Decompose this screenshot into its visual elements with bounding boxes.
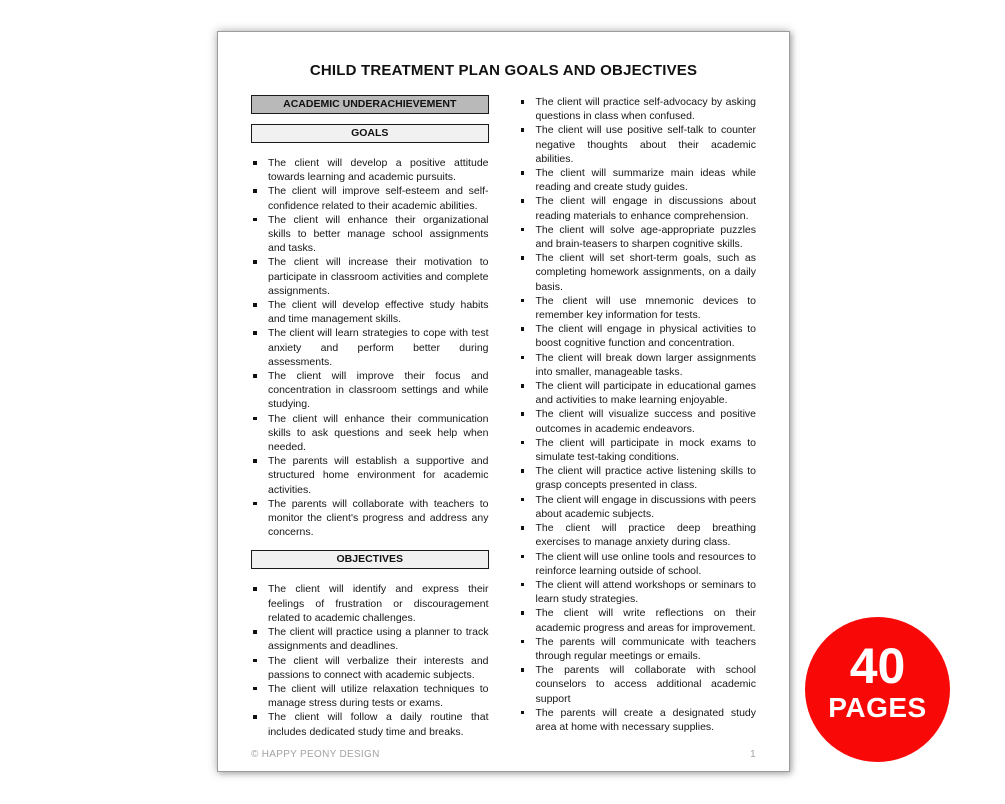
square-bullet-icon [521, 384, 525, 388]
list-item-text: The client will learn strategies to cope with test anxiety and perform better during assessments. [268, 327, 489, 368]
list-item-text: The client will follow a daily routine that includes dedicated study time and breaks. [268, 711, 489, 738]
list-item-text: The client will practice deep breathing exercises to manage anxiety during class. [535, 522, 756, 549]
list-item [519, 663, 757, 706]
square-bullet-icon [521, 526, 525, 530]
square-bullet-icon [521, 498, 525, 502]
list-item-text: The client will solve age-appropriate puzzles and brain-teasers to sharpen cognitive skills. [535, 223, 756, 251]
objectives-list-left [251, 582, 489, 738]
square-bullet-icon [521, 555, 525, 559]
footer-copyright: © HAPPY PEONY DESIGN [251, 749, 380, 760]
list-item [251, 454, 489, 497]
list-item [519, 578, 757, 606]
square-bullet-icon [253, 303, 257, 307]
list-item [519, 351, 757, 379]
list-item [251, 582, 489, 625]
square-bullet-icon [521, 299, 525, 303]
list-item [251, 710, 489, 738]
list-item-text: The client will write reflections on their academic progress and areas for improvement. [535, 607, 756, 634]
list-item [519, 550, 757, 578]
list-item-text: The client will engage in discussions about reading materials to enhance comprehension. [535, 195, 756, 222]
square-bullet-icon [253, 260, 257, 264]
list-item [251, 255, 489, 298]
list-item-text: The client will develop a positive attitude towards learning and academic pursuits. [268, 157, 489, 184]
square-bullet-icon [253, 417, 257, 421]
list-item-text: The client will practice using a planner to track assignments and deadlines. [268, 626, 489, 653]
list-item-text: The client will participate in educational games and activities to make learning enjoyable. [535, 380, 756, 407]
square-bullet-icon [521, 668, 525, 672]
list-item-text: The client will identify and express their feelings of frustration or discouragement related to academic challenges. [268, 583, 489, 624]
square-bullet-icon [253, 715, 257, 719]
square-bullet-icon [521, 711, 525, 715]
square-bullet-icon [521, 171, 525, 175]
list-item-text: The client will increase their motivation to participate in classroom activities and complete assignments. [268, 256, 489, 297]
list-item-text: The client will use positive self-talk to counter negative thoughts about their academic abilities. [535, 124, 756, 165]
square-bullet-icon [521, 256, 525, 260]
list-item [251, 412, 489, 455]
list-item-text: The client will develop effective study habits and time management skills. [268, 299, 489, 326]
list-item [519, 194, 757, 222]
badge-label: PAGES [828, 692, 927, 723]
objectives-header-label: OBJECTIVES [336, 553, 404, 566]
list-item-text: The client will set short-term goals, such as completing homework assignments, on a daily basis. [535, 252, 756, 293]
list-item [519, 95, 757, 123]
list-item [519, 706, 757, 734]
right-column [519, 95, 757, 739]
list-item [519, 379, 757, 407]
list-item-text: The client will engage in physical activities to boost cognitive function and concentration. [535, 323, 756, 350]
list-item [519, 294, 757, 322]
square-bullet-icon [253, 630, 257, 634]
list-item-text: The client will engage in discussions with peers about academic subjects. [535, 493, 756, 520]
list-item [519, 223, 757, 251]
page-number: 1 [750, 749, 756, 760]
square-bullet-icon [253, 374, 257, 378]
list-item [251, 156, 489, 184]
square-bullet-icon [521, 412, 525, 416]
document-page [217, 31, 790, 772]
list-item [519, 251, 757, 294]
list-item-text: The parents will collaborate with school counselors to access additional academic support [535, 664, 756, 705]
list-item-text: The client will participate in mock exams to simulate test-taking conditions. [535, 436, 756, 464]
page-footer [251, 749, 756, 760]
list-item-text: The client will enhance their communication skills to ask questions and seek help when needed. [268, 412, 489, 454]
list-item [251, 654, 489, 682]
square-bullet-icon [521, 100, 525, 104]
section-header-box [251, 95, 489, 114]
list-item-text: The client will attend workshops or seminars to learn study strategies. [535, 578, 756, 606]
list-item-text: The parents will establish a supportive and structured home environment for academic activities. [268, 455, 489, 496]
square-bullet-icon [253, 687, 257, 691]
list-item [251, 625, 489, 653]
pages-badge [805, 617, 950, 762]
square-bullet-icon [253, 161, 257, 165]
square-bullet-icon [521, 583, 525, 587]
list-item-text: The parents will create a designated study area at home with necessary supplies. [535, 706, 756, 733]
goals-header-box [251, 124, 489, 143]
list-item [251, 326, 489, 369]
square-bullet-icon [253, 587, 257, 591]
list-item-text: The client will utilize relaxation techniques to manage stress during tests or exams. [268, 682, 489, 710]
list-item [519, 493, 757, 521]
list-item [519, 407, 757, 435]
list-item-text: The client will practice active listening skills to grasp concepts presented in class. [535, 465, 756, 492]
square-bullet-icon [253, 459, 257, 463]
list-item-text: The client will visualize success and positive outcomes in academic endeavors. [535, 408, 756, 435]
list-item [519, 464, 757, 492]
square-bullet-icon [521, 128, 525, 132]
list-item [519, 123, 757, 166]
list-item-text: The client will enhance their organizational skills to better manage school assignments and tasks. [268, 213, 489, 255]
list-item [519, 166, 757, 194]
list-item [519, 606, 757, 634]
goals-list [251, 156, 489, 539]
list-item [519, 436, 757, 464]
list-item [251, 184, 489, 212]
list-item [519, 521, 757, 549]
list-item [519, 322, 757, 350]
square-bullet-icon [253, 502, 257, 506]
list-item-text: The client will break down larger assignments into smaller, manageable tasks. [535, 351, 756, 378]
objectives-header-box [251, 550, 489, 569]
square-bullet-icon [521, 441, 525, 445]
list-item [519, 635, 757, 663]
list-item-text: The client will use mnemonic devices to remember key information for tests. [535, 294, 756, 322]
left-column [251, 95, 489, 739]
list-item-text: The client will improve their focus and concentration in classroom settings and while studying. [268, 370, 489, 411]
list-item-text: The parents will communicate with teachers through regular meetings or emails. [535, 635, 756, 662]
badge-count: 40 [849, 638, 906, 694]
square-bullet-icon [521, 228, 525, 232]
list-item [251, 682, 489, 710]
list-item [251, 369, 489, 412]
square-bullet-icon [253, 659, 257, 663]
list-item-text: The client will improve self-esteem and self-confidence related to their academic abilities. [268, 185, 489, 212]
list-item-text: The client will verbalize their interests and passions to connect with academic subjects. [268, 654, 489, 681]
list-item-text: The client will summarize main ideas while reading and create study guides. [535, 167, 756, 194]
square-bullet-icon [521, 199, 525, 203]
section-header-label: ACADEMIC UNDERACHIEVEMENT [283, 98, 457, 110]
list-item-text: The parents will collaborate with teachers to monitor the client's progress and address any concerns. [268, 497, 489, 539]
list-item-text: The client will practice self-advocacy by asking questions in class when confused. [535, 96, 756, 123]
square-bullet-icon [521, 356, 525, 360]
square-bullet-icon [253, 189, 257, 193]
page-title: CHILD TREATMENT PLAN GOALS AND OBJECTIVES [309, 62, 698, 79]
objectives-list-right [519, 95, 757, 734]
list-item [251, 298, 489, 326]
list-item-text: The client will use online tools and resources to reinforce learning outside of school. [535, 550, 756, 577]
square-bullet-icon [253, 218, 257, 222]
square-bullet-icon [253, 331, 257, 335]
list-item [251, 213, 489, 256]
list-item [251, 497, 489, 540]
two-column-layout [251, 95, 756, 739]
square-bullet-icon [521, 640, 525, 644]
square-bullet-icon [521, 327, 525, 331]
goals-header-label: GOALS [351, 127, 389, 139]
square-bullet-icon [521, 611, 525, 615]
square-bullet-icon [521, 469, 525, 473]
